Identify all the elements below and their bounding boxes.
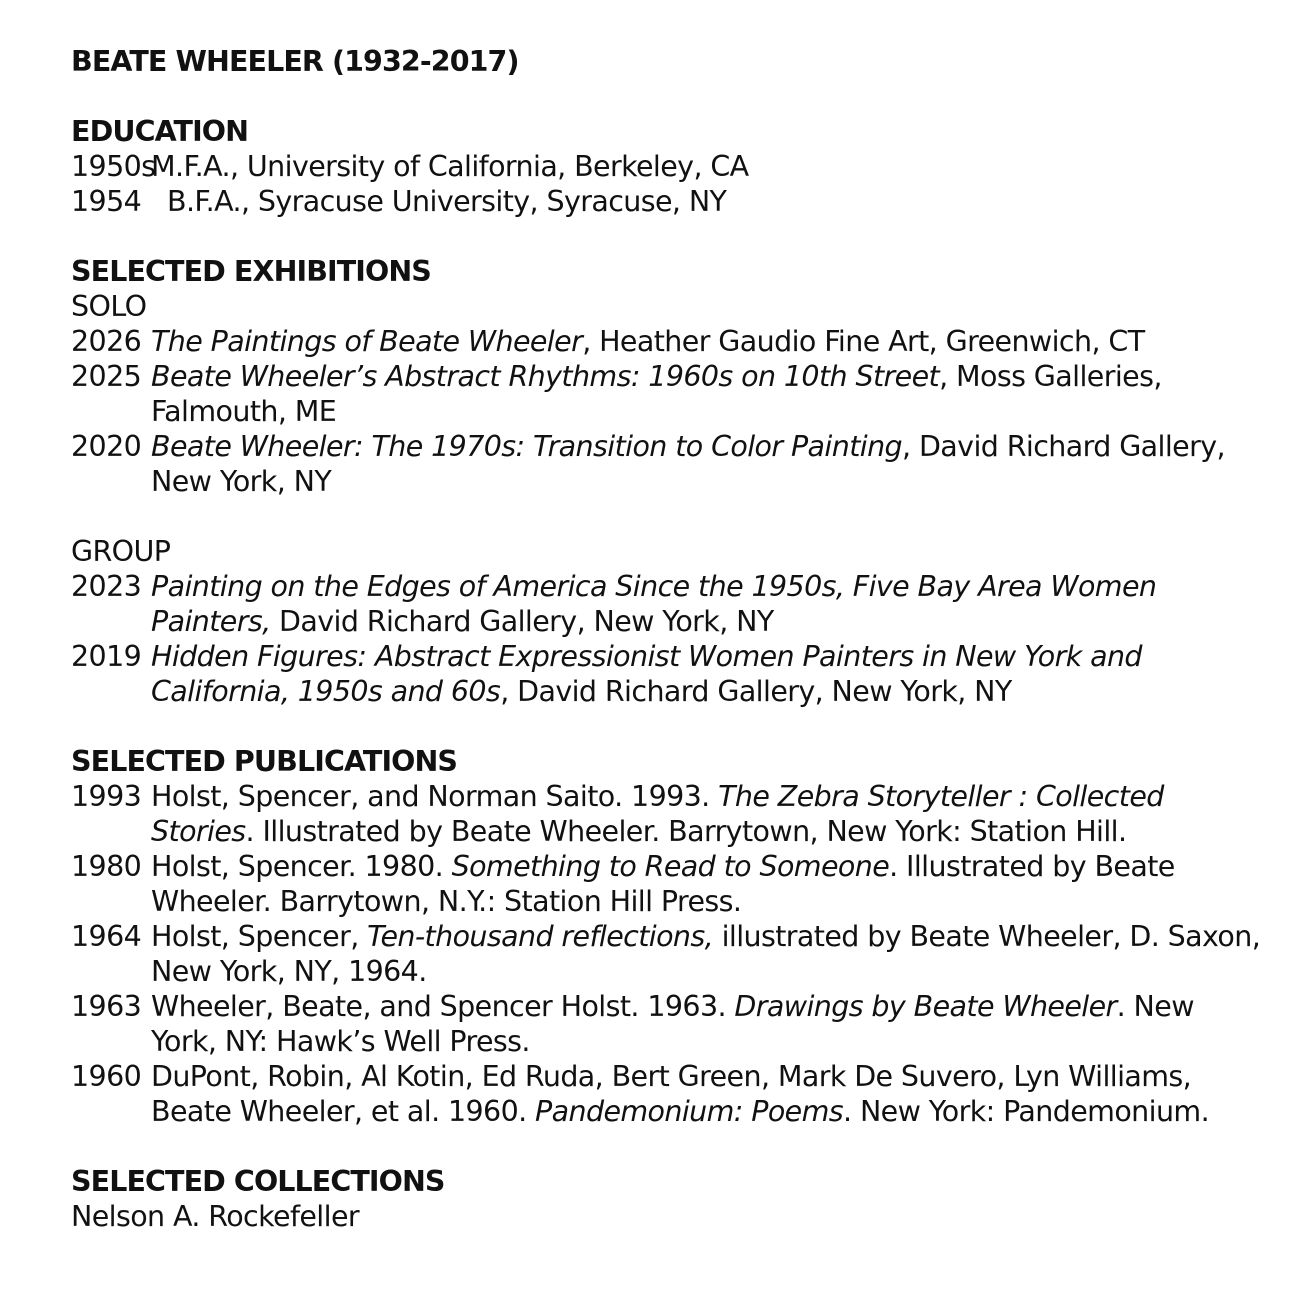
publication-authors: Holst, Spencer, [151,920,368,953]
education-item [71,149,1261,184]
publication-item [71,849,1261,919]
spacer [71,79,1261,114]
publication-authors: Holst, Spencer. 1980. [151,850,452,883]
publication-title: Drawings by Beate Wheeler [734,990,1117,1023]
exhibition-venue: , David Richard Gallery, New York, NY [500,675,1012,708]
publication-title: The Zebra Storyteller : Collected Stories [151,780,1164,848]
publication-authors: Holst, Spencer, and Norman Saito. 1993. [151,780,719,813]
publication-year: 1993 [71,780,142,813]
solo-exhibition-item [71,429,1261,499]
exhibition-title: Beate Wheeler’s Abstract Rhythms: 1960s on 10th Street [151,360,940,393]
spacer [71,499,1261,534]
publication-details: . New York: Pandemonium. [843,1095,1210,1128]
collection-item: Nelson A. Rockefeller [71,1200,360,1233]
publication-item [71,1059,1261,1129]
collections-section [71,1164,1261,1234]
education-section [71,114,1261,219]
publication-year: 1960 [71,1060,142,1093]
exhibition-entry [151,639,1261,709]
exhibition-year: 2020 [71,430,142,463]
publication-details: illustrated by Beate Wheeler, D. Saxon, New York, NY, 1964. [151,920,1261,988]
publication-details: . Illustrated by Beate Wheeler. Barrytown, N.Y.: Station Hill Press. [151,850,1175,918]
publication-title: Pandemonium: Poems [535,1095,844,1128]
education-item [71,184,1261,219]
exhibition-title: Beate Wheeler: The 1970s: Transition to Color Painting [151,430,903,463]
exhibition-venue: , Heather Gaudio Fine Art, Greenwich, CT [582,325,1145,358]
publication-year: 1963 [71,990,142,1023]
exhibition-title: The Paintings of Beate Wheeler [151,325,583,358]
publication-entry [151,919,1261,989]
exhibition-year: 2025 [71,360,142,393]
group-label: GROUP [71,535,171,568]
publication-authors: DuPont, Robin, Al Kotin, Ed Ruda, Bert Green, Mark De Suvero, Lyn Williams, Beate Wheeler, et al. 1960. [151,1060,1192,1128]
exhibition-entry [151,359,1261,429]
education-heading: EDUCATION [71,115,249,148]
group-exhibition-item [71,569,1261,639]
exhibition-venue: David Richard Gallery, New York, NY [270,605,774,638]
publication-authors: Wheeler, Beate, and Spencer Holst. 1963. [151,990,735,1023]
publication-title: Something to Read to Someone [451,850,890,883]
solo-exhibition-item [71,324,1261,359]
publications-heading: SELECTED PUBLICATIONS [71,745,458,778]
publication-entry [151,1059,1261,1129]
exhibition-entry [151,324,1261,359]
exhibitions-section [71,254,1261,709]
publication-entry [151,849,1261,919]
exhibition-year: 2019 [71,640,142,673]
publications-section [71,744,1261,1129]
publication-item [71,779,1261,849]
exhibition-venue: , David Richard Gallery, New York, NY [151,430,1225,498]
exhibition-year: 2026 [71,325,142,358]
exhibition-title: Painting on the Edges of America Since the 1950s, Five Bay Area Women Painters, [151,570,1157,638]
exhibition-venue: , Moss Galleries, Falmouth, ME [151,360,1162,428]
education-year: 1954 [71,185,142,218]
publication-details: . New York, NY: Hawk’s Well Press. [151,990,1194,1058]
exhibition-year: 2023 [71,570,142,603]
solo-exhibition-item [71,359,1261,429]
publication-item [71,919,1261,989]
education-text: M.F.A., University of California, Berkeley, CA [151,150,749,183]
group-exhibition-item [71,639,1261,709]
spacer [71,1129,1261,1164]
solo-label: SOLO [71,290,147,323]
spacer [71,219,1261,254]
publication-item [71,989,1261,1059]
publication-year: 1980 [71,850,142,883]
exhibitions-heading: SELECTED EXHIBITIONS [71,255,431,288]
publication-year: 1964 [71,920,142,953]
publication-entry [151,779,1261,849]
exhibition-title: Hidden Figures: Abstract Expressionist Women Painters in New York and California, 1950s and 60s [151,640,1142,708]
document-title: BEATE WHEELER (1932-2017) [71,45,519,78]
exhibition-entry [151,429,1261,499]
publication-entry [151,989,1261,1059]
cv-document [71,44,1261,1234]
spacer [71,709,1261,744]
education-text: B.F.A., Syracuse University, Syracuse, NY [167,185,727,218]
collections-heading: SELECTED COLLECTIONS [71,1165,445,1198]
publication-title: Ten-thousand reflections, [367,920,714,953]
education-year: 1950s [71,150,156,183]
exhibition-entry [151,569,1261,639]
publication-details: . Illustrated by Beate Wheeler. Barrytown, New York: Station Hill. [245,815,1127,848]
